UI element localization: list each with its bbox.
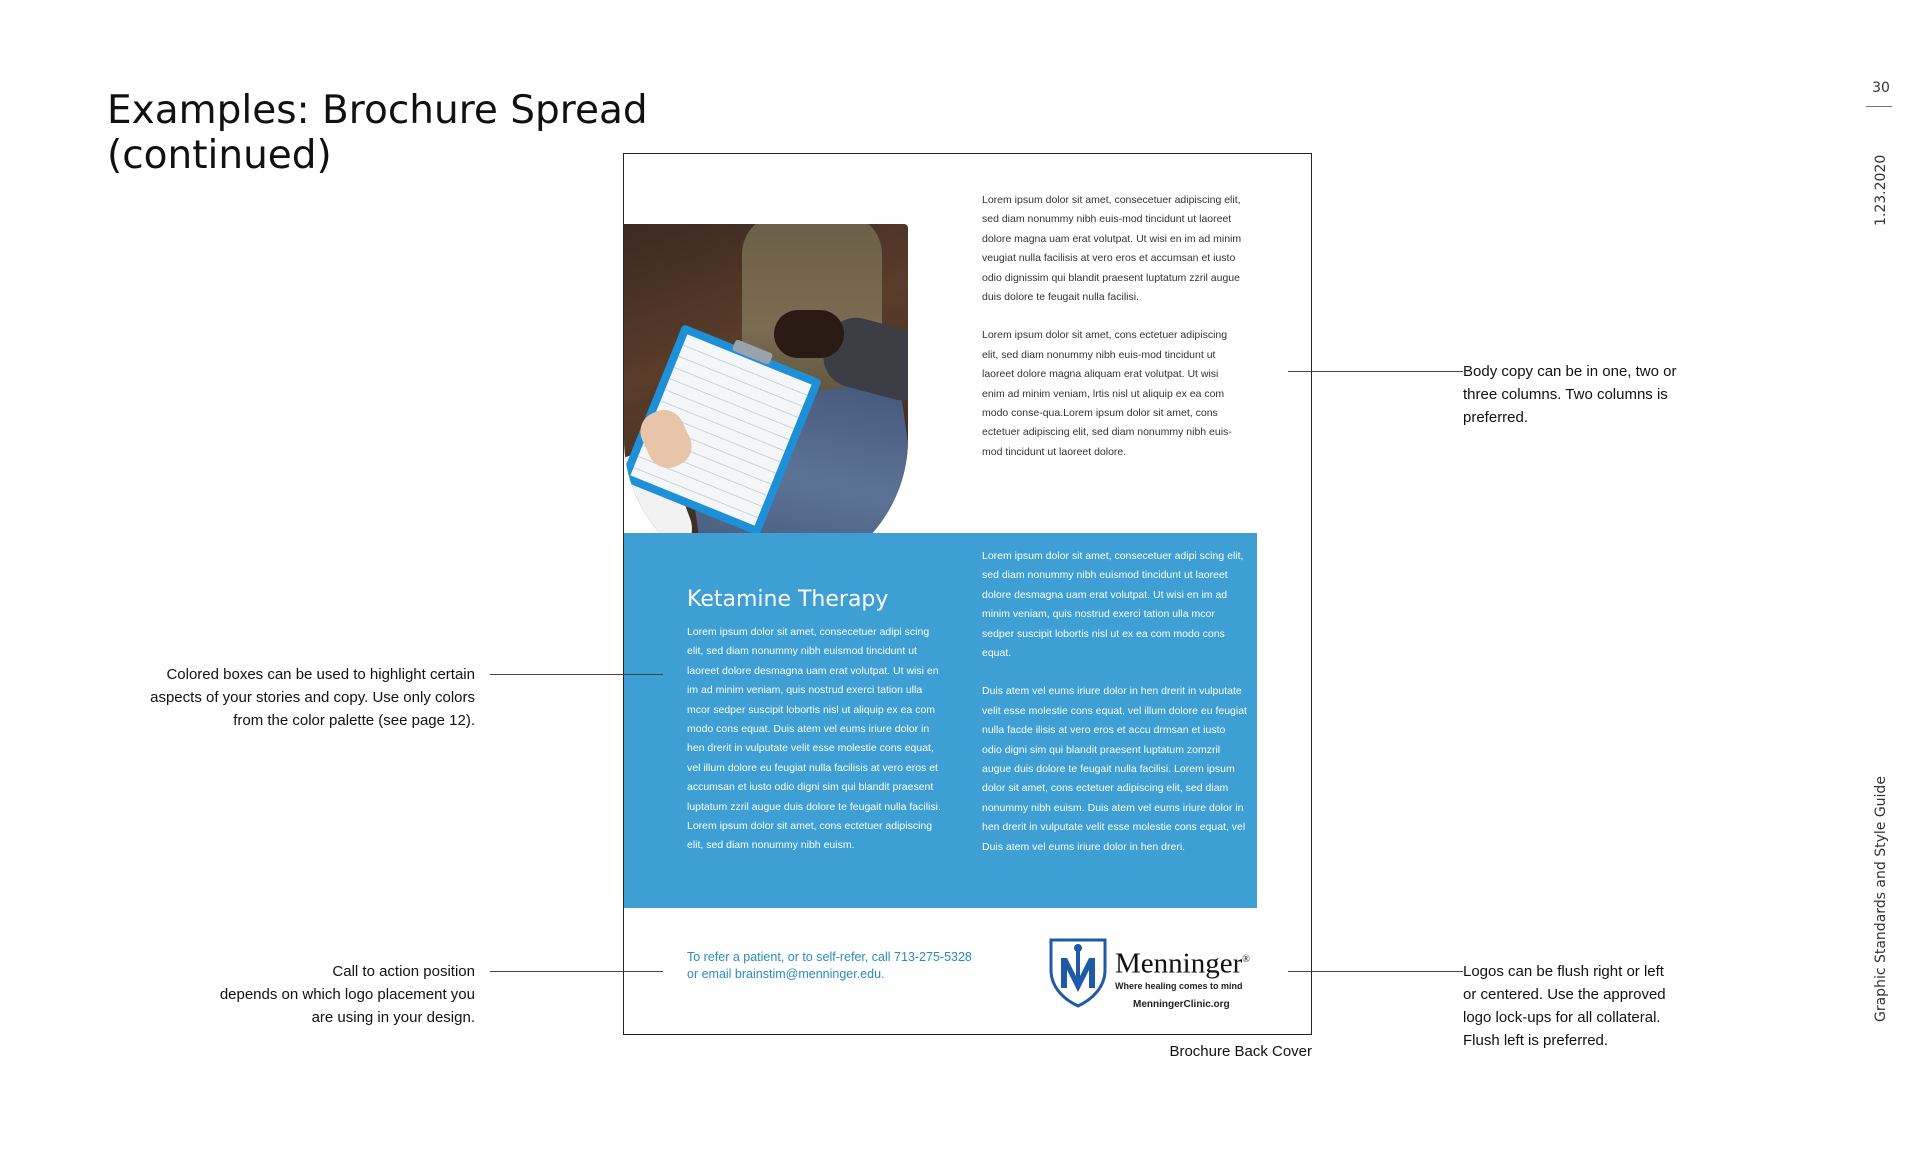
registered-mark: ® bbox=[1242, 954, 1250, 965]
annotation-line: Call to action position bbox=[332, 963, 475, 980]
annotation-line: are using in your design. bbox=[311, 1009, 475, 1026]
feature-copy-left bbox=[687, 623, 945, 875]
feature-box bbox=[624, 533, 1257, 908]
annotation-body-copy bbox=[1463, 360, 1676, 429]
annotation-call-to-action bbox=[80, 960, 475, 1029]
feature-title: Ketamine Therapy bbox=[687, 587, 889, 612]
logo-name-text: Menninger bbox=[1115, 947, 1243, 980]
logo-tagline: Where healing comes to mind bbox=[1115, 981, 1243, 991]
body-paragraph: Lorem ipsum dolor sit amet, cons ectetuer adipiscing elit, sed diam nonummy nibh euis-mod tincidunt ut laoreet dolore magna aliquam erat volutpat. Ut wisi enim ad minim veniam, lrtis nisl ut aliquip ex ea com modo conse-qua.Lorem ipsum dolor sit amet, cons ectetuer adipiscing elit, sed diam nonummy nibh euis-mod tincidunt ut laoreet dolore. bbox=[982, 329, 1232, 458]
photo-clasped-hands bbox=[774, 310, 844, 358]
cta-line-1: To refer a patient, or to self-refer, call 713-275-5328 bbox=[687, 950, 972, 964]
brochure-back-cover bbox=[623, 153, 1312, 1035]
annotation-line: Logos can be flush right or left bbox=[1463, 963, 1664, 980]
leader-line-body-copy bbox=[1288, 371, 1463, 372]
feature-paragraph: Duis atem vel eums iriure dolor in hen drerit in vulputate velit esse molestie cons equat, vel illum dolore eu feugiat nulla facde ilisis at vero eros et accu drmsan et iusto odio digni sim qui blandit praesent luptatum zomzril augue duis dolore te feugait nulla facilisi. Lorem ipsum dolor sit amet, cons ectetuer adipiscing elit, sed diam nonummy nibh euism. Duis atem vel eums iriure dolor in hen drerit in vulputate velit esse molestie cons equat, vel Duis atem vel eums iriure dolor in hen dreri. bbox=[982, 685, 1247, 853]
cta-line-2: or email brainstim@menninger.edu. bbox=[687, 967, 885, 981]
logo-wordmark bbox=[1115, 944, 1250, 980]
annotation-line: Flush left is preferred. bbox=[1463, 1032, 1609, 1049]
logo-url: MenningerClinic.org bbox=[1133, 999, 1230, 1010]
feature-copy-right bbox=[982, 547, 1248, 876]
leader-line-call-to-action bbox=[490, 971, 663, 972]
page-title-line-1: Examples: Brochure Spread bbox=[107, 88, 648, 133]
annotation-colored-boxes bbox=[80, 663, 475, 732]
call-to-action bbox=[687, 949, 1027, 983]
annotation-line: logo lock-ups for all collateral. bbox=[1463, 1009, 1661, 1026]
annotation-line: or centered. Use the approved bbox=[1463, 986, 1666, 1003]
document-date: 1.23.2020 bbox=[1873, 154, 1889, 226]
menninger-logo bbox=[1047, 936, 1262, 1020]
counseling-photo bbox=[624, 224, 908, 581]
annotation-line: three columns. Two columns is bbox=[1463, 386, 1668, 403]
body-paragraph: Lorem ipsum dolor sit amet, consecetuer adipiscing elit, sed diam nonummy nibh euis-mod tincidunt ut laoreet dolore magna uam erat volutpat. Ut wisi en im ad minim veugiat nulla facilisis at vero eros et accumsan et iusto odio dignissim qui blandit praesent luptatum zzril augue duis dolore te feugait nulla facilisi. bbox=[982, 194, 1242, 304]
feature-paragraph: Lorem ipsum dolor sit amet, consecetuer adipi scing elit, sed diam nonummy nibh euismod tincidunt ut laoreet dolore desmagna uam erat volutpat. Ut wisi en im ad minim veniam, quis nostrud exerci tation ulla mcor sedper suscipit lobortis nisl ut ex ea com modo cons equat. bbox=[982, 550, 1244, 660]
guide-name: Graphic Standards and Style Guide bbox=[1873, 776, 1889, 1022]
leader-line-colored-boxes bbox=[490, 674, 663, 675]
brochure-caption: Brochure Back Cover bbox=[1169, 1043, 1312, 1060]
shield-icon bbox=[1047, 936, 1109, 1008]
feature-paragraph: Lorem ipsum dolor sit amet, consecetuer adipi scing elit, sed diam nonummy nibh euismod tincidunt ut laoreet dolore desmagna uam erat volutpat. Ut wisi en im ad minim veniam, quis nostrud exerci tation ulla mcor sedper suscipit lobortis nisl ut aliquip ex ea com modo cons equat. Duis atem vel eums iriure dolor in hen drerit in vulputate velit esse molestie cons equat, vel illum dolore eu feugiat nulla facilisis at vero eros et accumsan et iusto odio digni sim qui blandit praesent luptatum zzril augue duis dolore te feugait nulla facilisi. Lorem ipsum dolor sit amet, cons ectetuer adipiscing elit, sed diam nonummy nibh euism. bbox=[687, 626, 941, 852]
page-number: 30 bbox=[1872, 80, 1890, 96]
annotation-line: Body copy can be in one, two or bbox=[1463, 363, 1677, 380]
annotation-logos bbox=[1463, 960, 1666, 1052]
leader-line-logos bbox=[1288, 971, 1463, 972]
annotation-line: preferred. bbox=[1463, 409, 1529, 426]
page-title bbox=[107, 88, 648, 178]
page-number-rule bbox=[1866, 106, 1892, 107]
body-copy-top bbox=[982, 191, 1244, 481]
annotation-line: from the color palette (see page 12). bbox=[233, 712, 475, 729]
page-title-line-2: (continued) bbox=[107, 133, 332, 178]
annotation-line: aspects of your stories and copy. Use only colors bbox=[150, 689, 475, 706]
annotation-line: depends on which logo placement you bbox=[219, 986, 475, 1003]
annotation-line: Colored boxes can be used to highlight certain bbox=[166, 666, 475, 683]
